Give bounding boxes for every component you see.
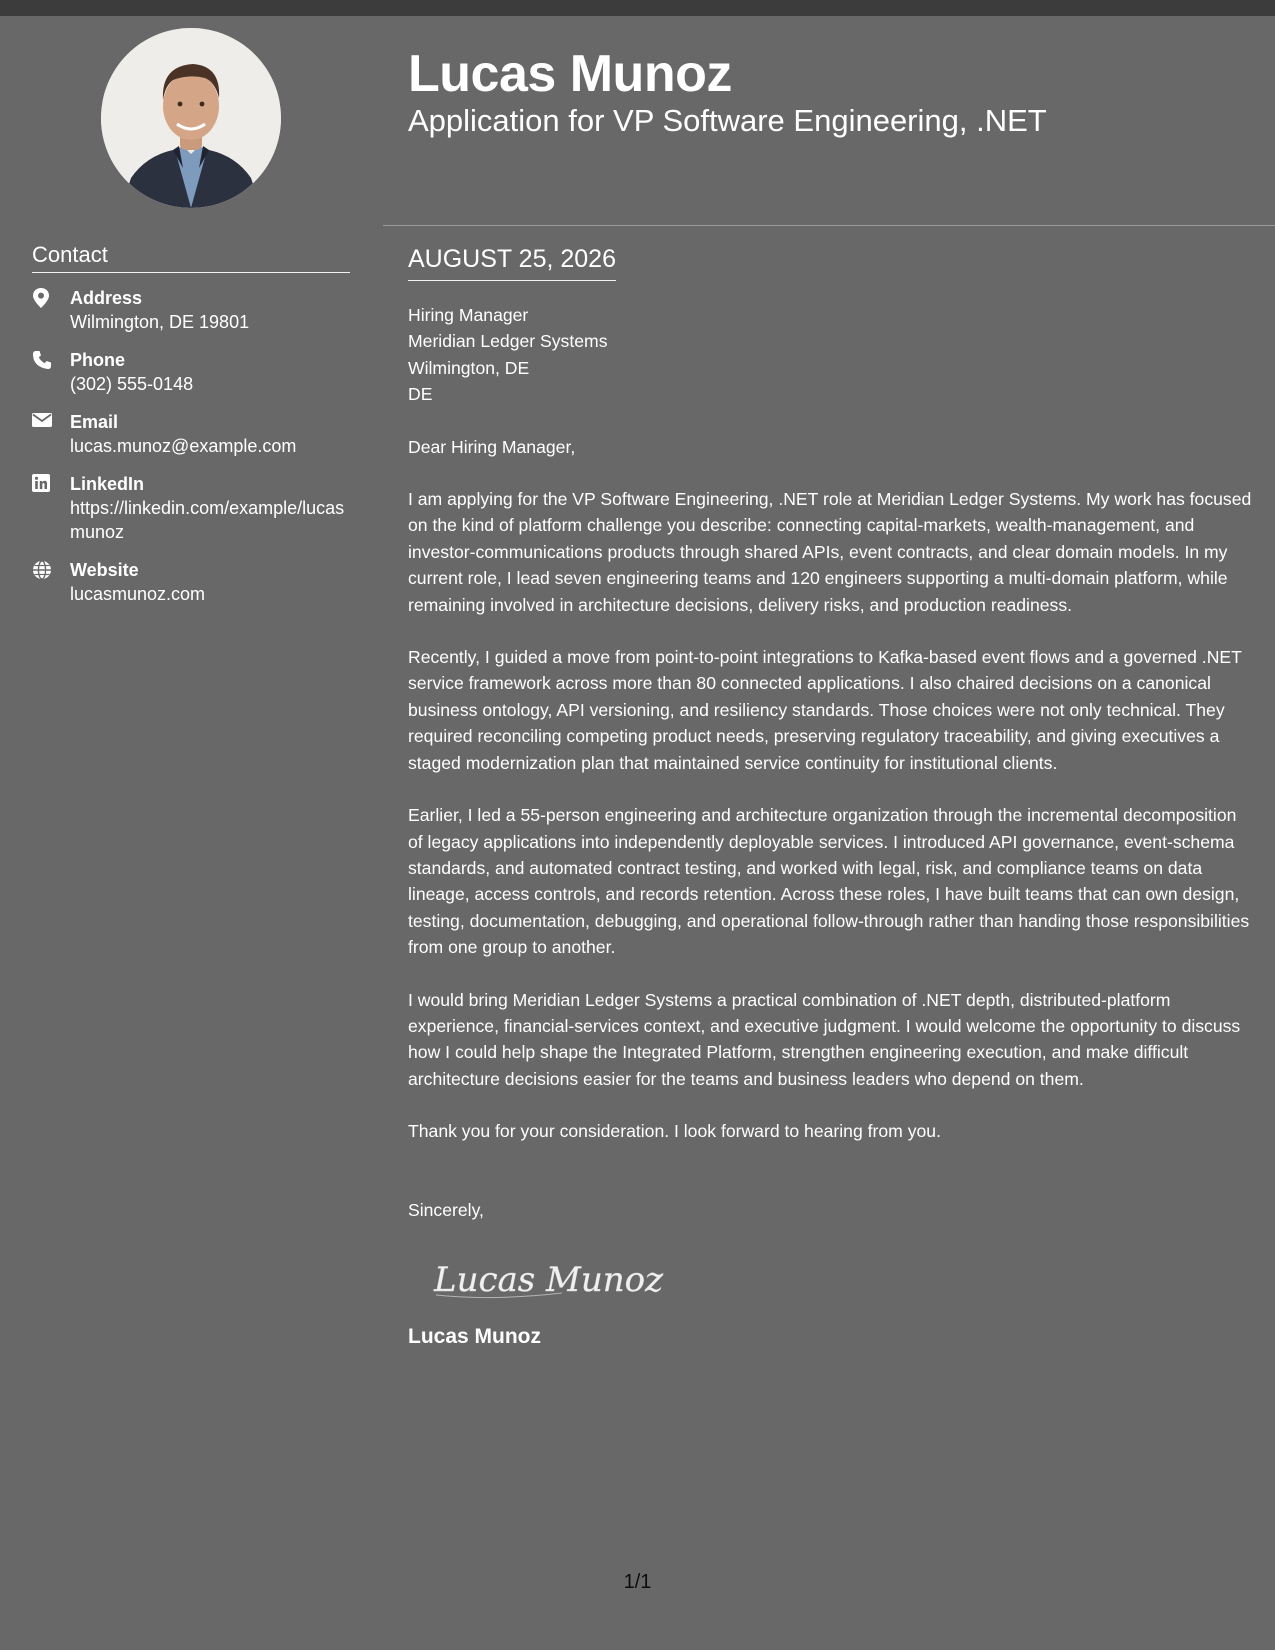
email-label: Email — [70, 412, 119, 432]
applicant-name: Lucas Munoz — [408, 45, 732, 103]
profile-photo — [101, 28, 281, 208]
phone-value: (302) 555-0148 — [70, 374, 194, 394]
application-subtitle: Application for VP Software Engineering, .NET — [408, 103, 1047, 138]
envelope-icon — [32, 410, 70, 458]
letter-body — [408, 302, 1253, 1351]
website-value[interactable]: lucasmunoz.com — [70, 584, 206, 604]
letter-paragraph: I am applying for the VP Software Engineering, .NET role at Meridian Ledger Systems. My work has focused on the kind of platform challenge you describe: connecting capital-markets, wealth-management, and investor-communications products through shared APIs, event contracts, and clear domain models. In my current role, I lead seven engineering teams and 120 engineers supporting a multi-domain platform, while remaining involved in architecture decisions, delivery risks, and production readiness. — [408, 489, 1252, 615]
handwritten-signature — [432, 1249, 672, 1309]
letter-paragraph: Recently, I guided a move from point-to-point integrations to Kafka-based event flows and a governed .NET service framework across more than 80 connected applications. I also chaired decisions on a canonical business ontology, API versioning, and resiliency standards. Those choices were not only technical. They required reconciling competing product needs, preserving regulatory traceability, and giving executives a staged modernization plan that maintained service continuity for institutional clients. — [408, 647, 1242, 773]
recipient-line: Hiring Manager — [408, 305, 529, 325]
letter-paragraph: Thank you for your consideration. I look forward to hearing from you. — [408, 1121, 941, 1142]
recipient-line: Wilmington, DE — [408, 357, 530, 378]
linkedin-icon — [32, 472, 70, 544]
contact-item-phone — [32, 348, 352, 396]
linkedin-label: LinkedIn — [70, 474, 145, 494]
contact-item-website — [32, 558, 352, 606]
contact-item-email — [32, 410, 352, 458]
letter-paragraph: I would bring Meridian Ledger Systems a practical combination of .NET depth, distributed-platform experience, financial-services context, and executive judgment. I would welcome the opportunity to discuss how I could help shape the Integrated Platform, strengthen engineering execution, and make difficult architecture decisions easier for the teams and business leaders who depend on them. — [408, 989, 1241, 1089]
letter-paragraph: Earlier, I led a 55-person engineering and architecture organization through the incremental decomposition of legacy applications into independently deployable services. I introduced API governance, event-schema standards, and automated contract testing, and worked with legal, risk, and compliance teams on data lineage, access controls, and records retention. Across these roles, I have built teams that can own design, testing, documentation, debugging, and operational follow-through rather than handing those responsibilities from one group to another. — [408, 805, 1250, 958]
contact-heading: Contact — [32, 242, 350, 273]
recipient-line: Meridian Ledger Systems — [408, 331, 608, 352]
recipient-line: DE — [408, 384, 433, 405]
signer-name: Lucas Munoz — [408, 1324, 542, 1348]
contact-item-address — [32, 286, 352, 334]
website-label: Website — [70, 560, 139, 580]
phone-icon — [32, 348, 70, 396]
svg-text:Lucas Munoz: Lucas Munoz — [434, 1259, 664, 1300]
globe-icon — [32, 558, 70, 606]
header-divider — [383, 225, 1275, 226]
address-label: Address — [70, 288, 143, 308]
location-pin-icon — [32, 286, 70, 334]
salutation: Dear Hiring Manager, — [408, 436, 576, 457]
page-number: 1/1 — [623, 1571, 652, 1593]
letter-date: AUGUST 25, 2026 — [408, 244, 616, 281]
closing: Sincerely, — [408, 1199, 484, 1220]
linkedin-value[interactable]: https://linkedin.com/example/lucasmunoz — [70, 498, 345, 542]
phone-label: Phone — [70, 350, 126, 370]
email-value[interactable]: lucas.munoz@example.com — [70, 436, 297, 456]
top-bar — [0, 0, 1275, 16]
address-value: Wilmington, DE 19801 — [70, 312, 250, 332]
contact-item-linkedin — [32, 472, 352, 544]
contact-list — [32, 286, 352, 620]
recipient-block — [408, 302, 1253, 408]
